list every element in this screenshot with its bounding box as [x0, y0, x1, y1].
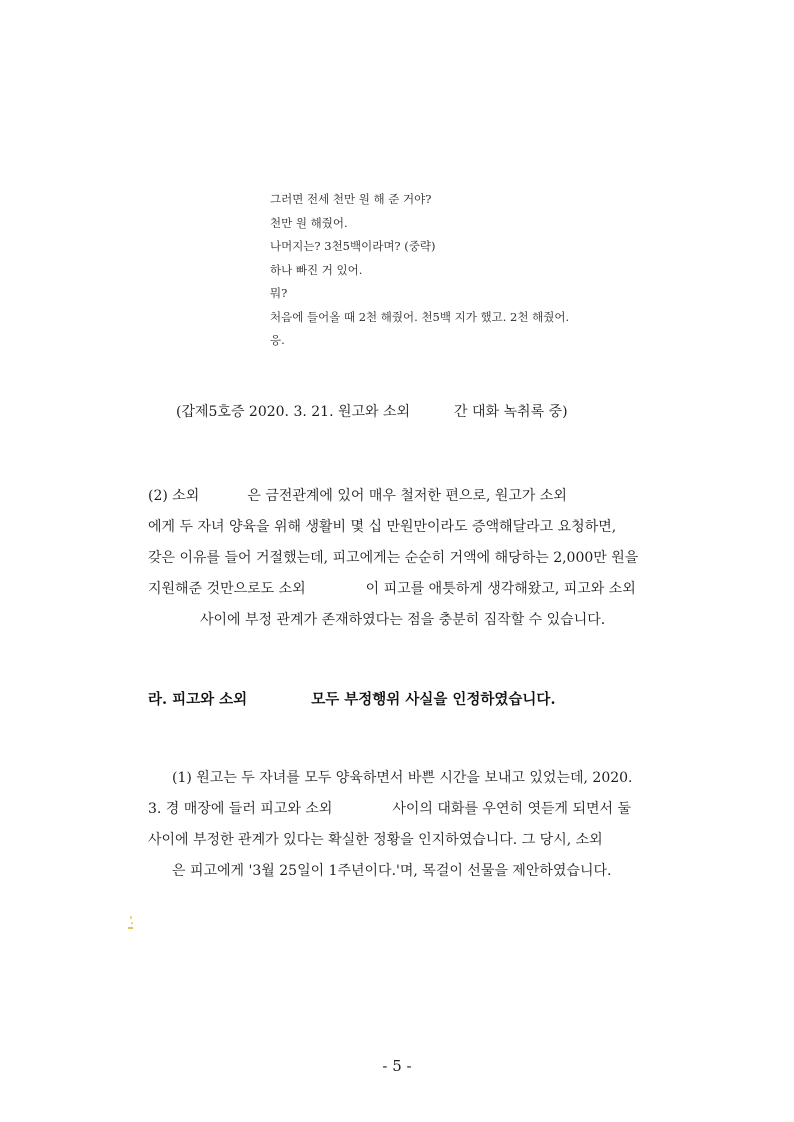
- transcript-quote: [270, 188, 630, 353]
- evidence-citation: [176, 401, 568, 421]
- quote-line: 천만 원 해줬어.: [270, 215, 348, 230]
- paragraph-line: [148, 481, 648, 512]
- paragraph-line: [148, 574, 648, 605]
- paragraph-text: 은 금전관계에 있어 매우 철저한 편으로, 원고가 소외: [247, 488, 567, 504]
- paragraph-line: (1) 원고는 두 자녀를 모두 양육하면서 바쁜 시간을 보내고 있었는데, 2020.: [172, 770, 633, 786]
- paragraph-text: 이 피고를 애틋하게 생각해왔고, 피고와 소외: [365, 581, 636, 597]
- paragraph-line: 사이에 부정한 관계가 있다는 확실한 정황을 인지하였습니다. 그 당시, 소외: [148, 832, 603, 848]
- quote-line: 뭐?: [270, 286, 288, 300]
- paragraph-text: 지원해준 것만으로도 소외: [148, 581, 306, 597]
- paragraph-line: 에게 두 자녀 양육을 위해 생활비 몇 십 만원만이라도 증액해달라고 요청하면,: [148, 519, 617, 535]
- paragraph-line: 사이에 부정 관계가 존재하였다는 점을 충분히 짐작할 수 있습니다.: [200, 612, 606, 628]
- quote-line: 그러면 전세 천만 원 해 준 거야?: [270, 192, 432, 206]
- page-number: - 5 -: [382, 1057, 412, 1075]
- quote-line: 처음에 들어올 때 2천 해줬어. 천5백 지가 했고. 2천 해줬어.: [270, 309, 570, 324]
- citation-text-before: (갑제5호증 2020. 3. 21. 원고와 소외: [176, 404, 411, 420]
- paragraph-line: 은 피고에게 '3월 25일이 1주년이다.'며, 목걸이 선물을 제안하였습니다.: [172, 863, 612, 879]
- citation-text-after: 간 대화 녹취록 중): [454, 404, 568, 420]
- paragraph-text: 3. 경 매장에 들러 피고와 소외: [148, 801, 333, 817]
- paragraph-text: 사이의 대화를 우연히 엿듣게 되면서 둘: [392, 801, 632, 817]
- quote-line: 하나 빠진 거 있어.: [270, 262, 363, 277]
- paragraph-line: [148, 794, 648, 825]
- heading-text-before: 라. 피고와 소외: [148, 691, 248, 708]
- paragraph-2: [148, 481, 648, 636]
- paragraph-line: 갖은 이유를 들어 거절했는데, 피고에게는 순순히 거액에 해당하는 2,000만 원을: [148, 550, 639, 566]
- scan-artifact: [128, 916, 134, 930]
- section-heading: [148, 688, 556, 709]
- paragraph-text: (2) 소외: [148, 488, 200, 504]
- heading-text-after: 모두 부정행위 사실을 인정하였습니다.: [311, 691, 556, 708]
- quote-line: 나머지는? 3천5백이라며? (중략): [270, 239, 436, 253]
- paragraph-3: [148, 763, 648, 887]
- quote-line: 응.: [270, 333, 285, 347]
